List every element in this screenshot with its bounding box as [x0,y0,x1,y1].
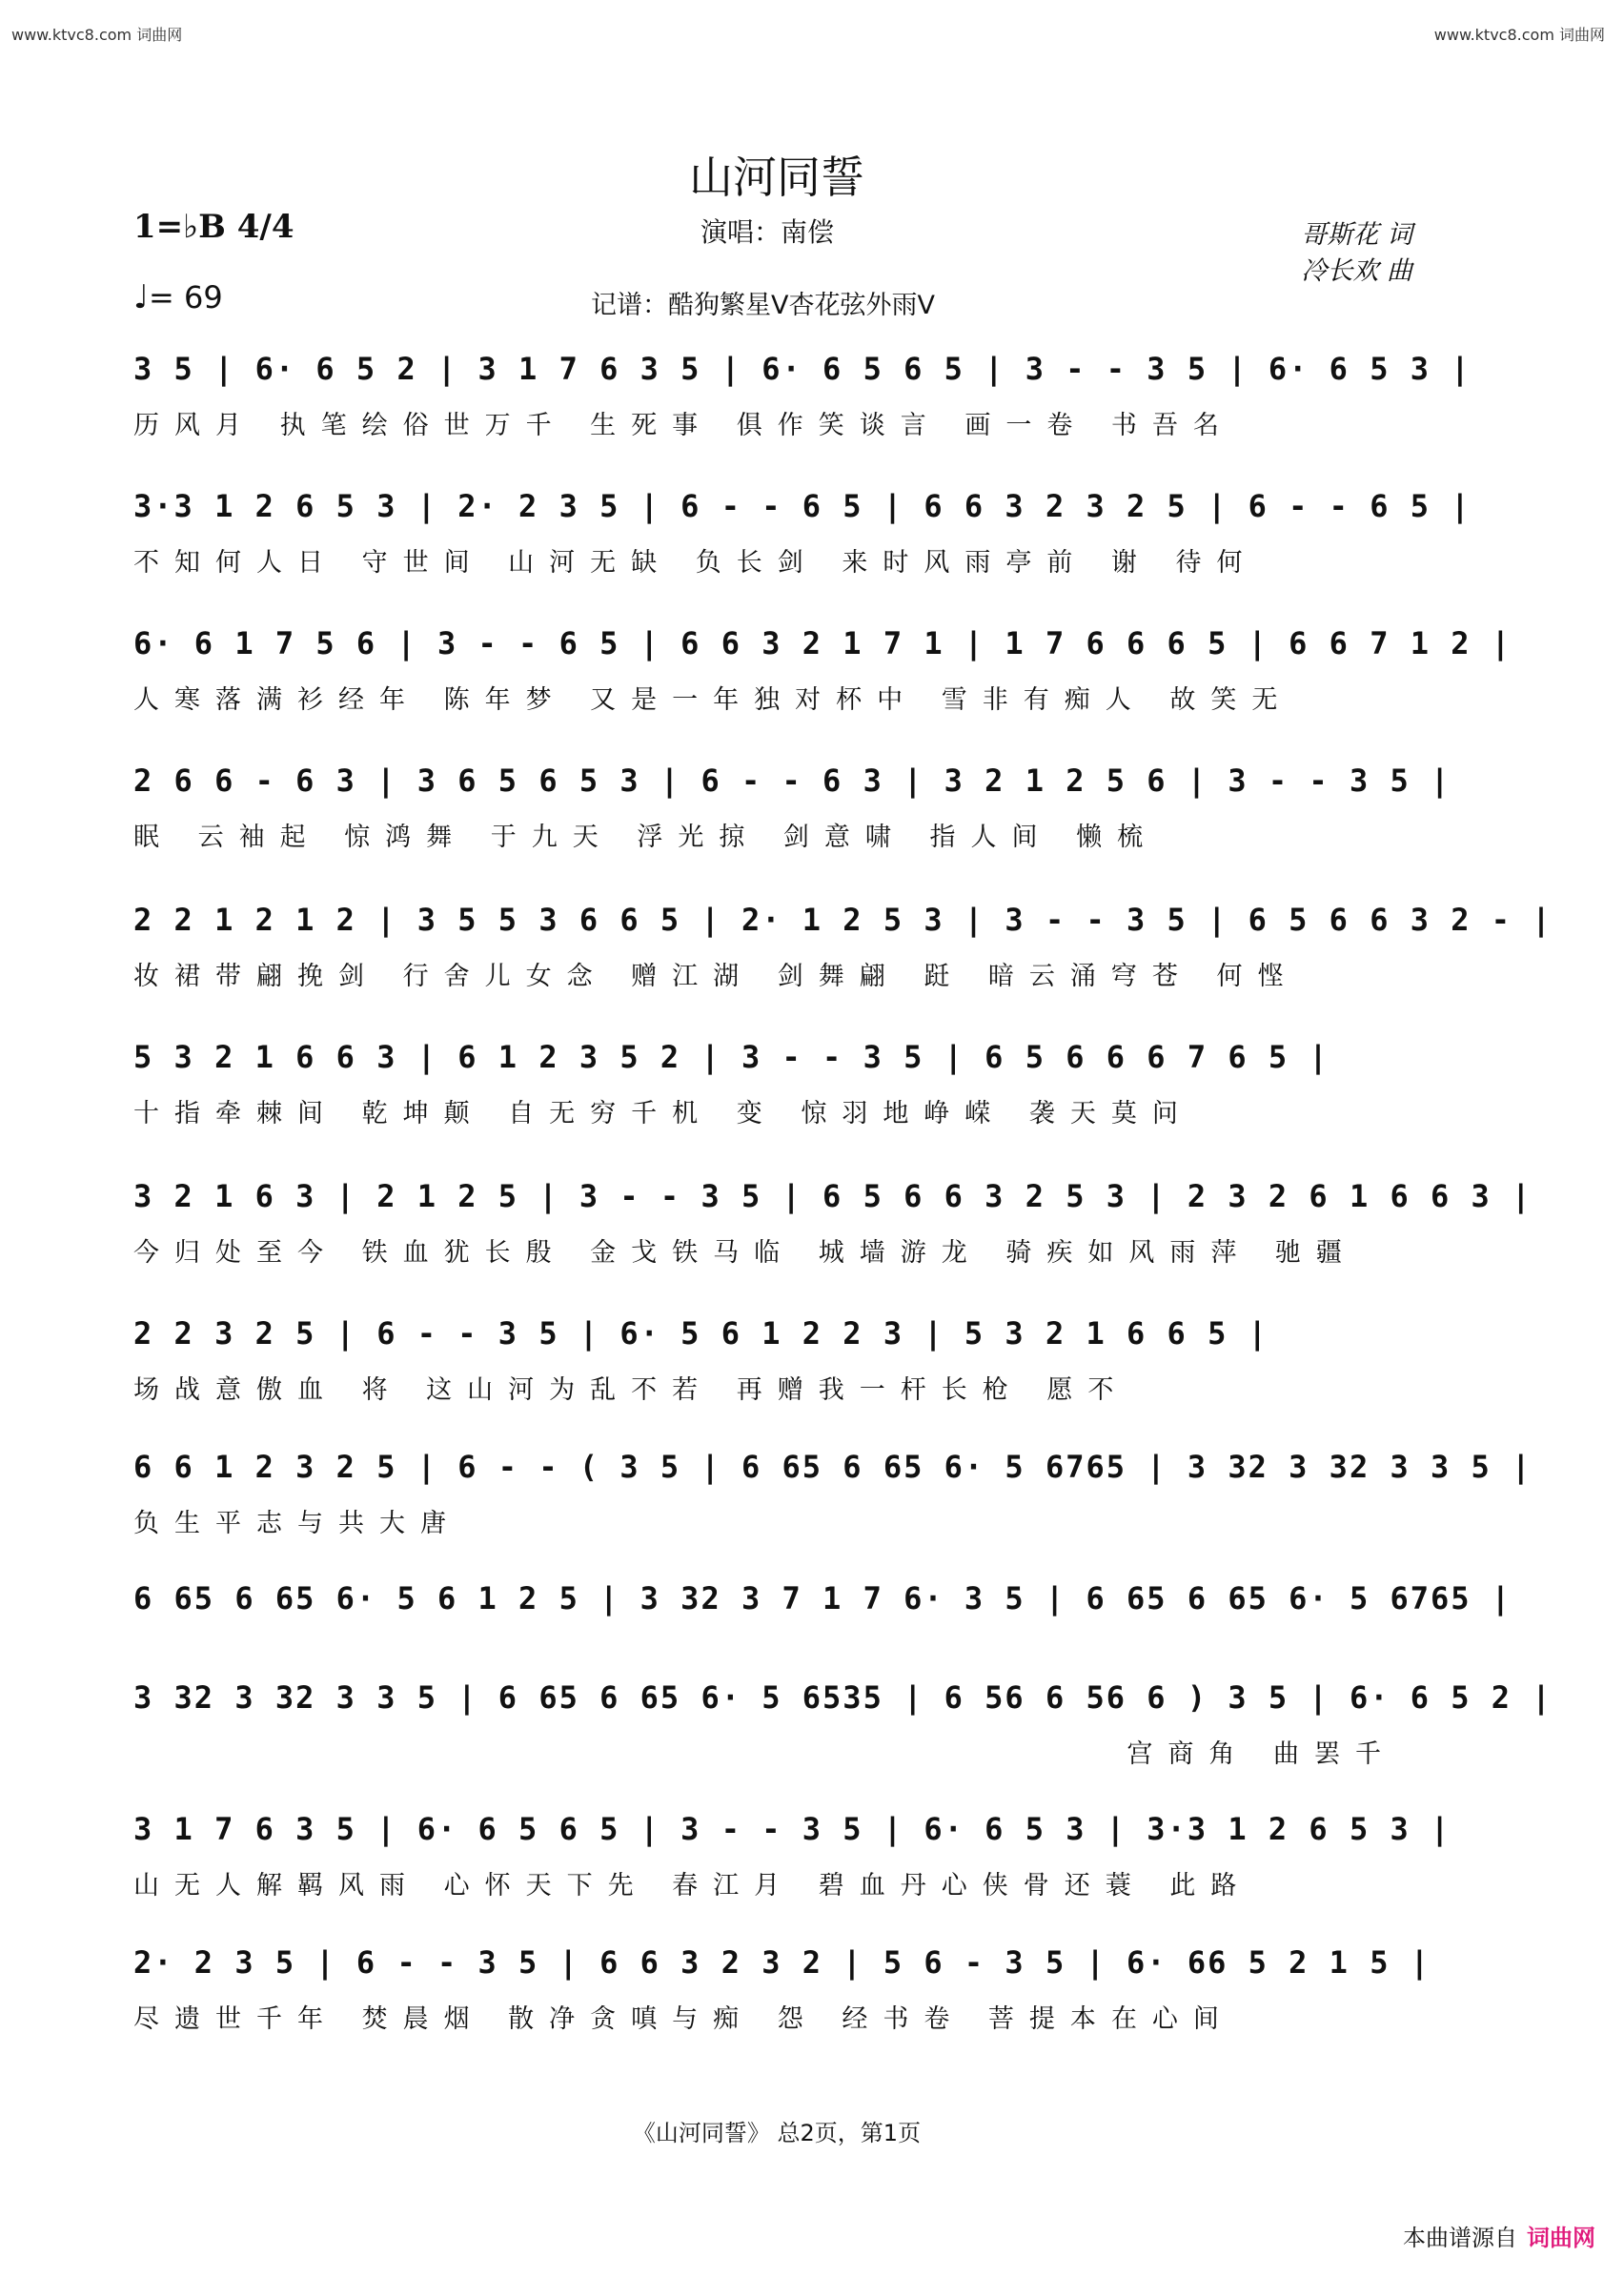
transcriber: 记谱：酷狗繁星V杏花弦外雨V [591,291,935,320]
song-title: 山河同誓 [689,152,864,203]
notation: 3 2 1 6 3 | 2 1 2 5 | 3 - - 3 5 | 6 5 6 6 3 2 5 3 | 2 3 2 6 1 6 6 3 | [133,1178,1533,1214]
lyrics: 负生平志与共大唐 [133,1509,461,1538]
credits [1301,217,1412,290]
side-watermark-strip [1609,38,1622,2239]
score-line [133,1449,1533,1539]
score-line [133,1811,1451,1901]
notation: 3 1 7 6 3 5 | 6· 6 5 6 5 | 3 - - 3 5 | 6· 6 5 3 | 3·3 1 2 6 5 3 | [133,1811,1451,1847]
lyrics: 眠 云袖起 惊鸿舞 于九天 浮光掠 剑意啸 指人间 懒梳 [133,823,1159,852]
singer: 演唱：南偿 [700,216,835,248]
page-footer: 《山河同誓》 总2页，第1页 [632,2120,922,2146]
source-label: 本曲谱源自 [1403,2225,1517,2251]
source-brand-link[interactable]: 词曲网 [1527,2225,1595,2251]
score-line [133,1679,1553,1770]
lyrics: 人寒落满衫经年 陈年梦 又是一年独对杯中 雪非有痴人 故笑无 [133,685,1293,715]
quarter-note-icon: ♩ [133,278,150,316]
lyrics: 十指牵棘间 乾坤颠 自无穷千机 变 惊羽地峥嵘 袭天莫问 [133,1099,1193,1128]
key-signature: 1=♭B 4/4 [133,208,294,246]
lyrics: 今归处至今 铁血犹长殷 金戈铁马临 城墙游龙 骑疾如风雨萍 驰疆 [133,1238,1357,1268]
lyricist: 哥斯花 词 [1301,220,1412,250]
lyrics: 历风月 执笔绘俗世万千 生死事 俱作笑谈言 画一卷 书吾名 [133,411,1234,440]
score-line [133,902,1553,992]
notation: 2 6 6 - 6 3 | 3 6 5 6 5 3 | 6 - - 6 3 | 3 2 1 2 5 6 | 3 - - 3 5 | [133,762,1451,799]
side-watermark-strip [2,38,15,2239]
tempo-value: = 69 [149,279,223,315]
score-line [133,351,1472,441]
notation: 2 2 3 2 5 | 6 - - 3 5 | 6· 5 6 1 2 2 3 | 5 3 2 1 6 6 5 | [133,1315,1269,1352]
site-watermark-left: www.ktvc8.com 词曲网 [11,26,183,44]
tempo-marking [133,278,223,316]
score-line [133,1315,1415,1406]
score-line [133,1178,1533,1269]
source-credit [1403,2219,1595,2252]
notation: 6 6 1 2 3 2 5 | 6 - - ( 3 5 | 6 65 6 65 6· 5 6765 | 3 32 3 32 3 3 5 | [133,1449,1533,1485]
score-line [133,625,1512,716]
notation: 5 3 2 1 6 6 3 | 6 1 2 3 5 2 | 3 - - 3 5 | 6 5 6 6 6 7 6 5 | [133,1039,1330,1075]
score-line [133,1944,1431,2035]
lyrics: 宫商角 曲罢千 [1127,1739,1396,1769]
notation: 6· 6 1 7 5 6 | 3 - - 6 5 | 6 6 3 2 1 7 1 | 1 7 6 6 6 5 | 6 6 7 1 2 | [133,625,1512,661]
lyrics: 场战意傲血 将 这山河为乱不若 再赠我一杆长枪 愿不 [133,1375,1129,1405]
lyrics: 不知何人日 守世间 山河无缺 负长剑 来时风雨亭前 谢 待何 [133,548,1258,578]
lyrics: 山无人解羁风雨 心怀天下先 春江月 碧血丹心侠骨还蓑 此路 [133,1871,1252,1901]
notation: 3 32 3 32 3 3 5 | 6 65 6 65 6· 5 6535 | 6 56 6 56 6 ) 3 5 | 6· 6 5 2 | [133,1679,1553,1716]
composer: 冷长欢 曲 [1301,256,1412,286]
score-line [133,1580,1512,1634]
site-watermark-right: www.ktvc8.com 词曲网 [1433,26,1605,44]
score-line [133,762,1451,853]
lyrics: 尽遗世千年 焚晨烟 散净贪嗔与痴 怨 经书卷 菩提本在心间 [133,2004,1234,2034]
notation: 6 65 6 65 6· 5 6 1 2 5 | 3 32 3 7 1 7 6· 3 5 | 6 65 6 65 6· 5 6765 | [133,1580,1512,1616]
notation: 2· 2 3 5 | 6 - - 3 5 | 6 6 3 2 3 2 | 5 6 - 3 5 | 6· 66 5 2 1 5 | [133,1944,1431,1981]
lyrics: 妆裙带翩挽剑 行舍儿女念 赠江湖 剑舞翩 跹 暗云涌穹苍 何悭 [133,962,1299,991]
score-line [133,488,1472,579]
notation: 3 5 | 6· 6 5 2 | 3 1 7 6 3 5 | 6· 6 5 6 5 | 3 - - 3 5 | 6· 6 5 3 | [133,351,1472,387]
score-line [133,1039,1415,1129]
notation: 3·3 1 2 6 5 3 | 2· 2 3 5 | 6 - - 6 5 | 6 6 3 2 3 2 5 | 6 - - 6 5 | [133,488,1472,524]
notation: 2 2 1 2 1 2 | 3 5 5 3 6 6 5 | 2· 1 2 5 3 | 3 - - 3 5 | 6 5 6 6 3 2 - | [133,902,1553,938]
